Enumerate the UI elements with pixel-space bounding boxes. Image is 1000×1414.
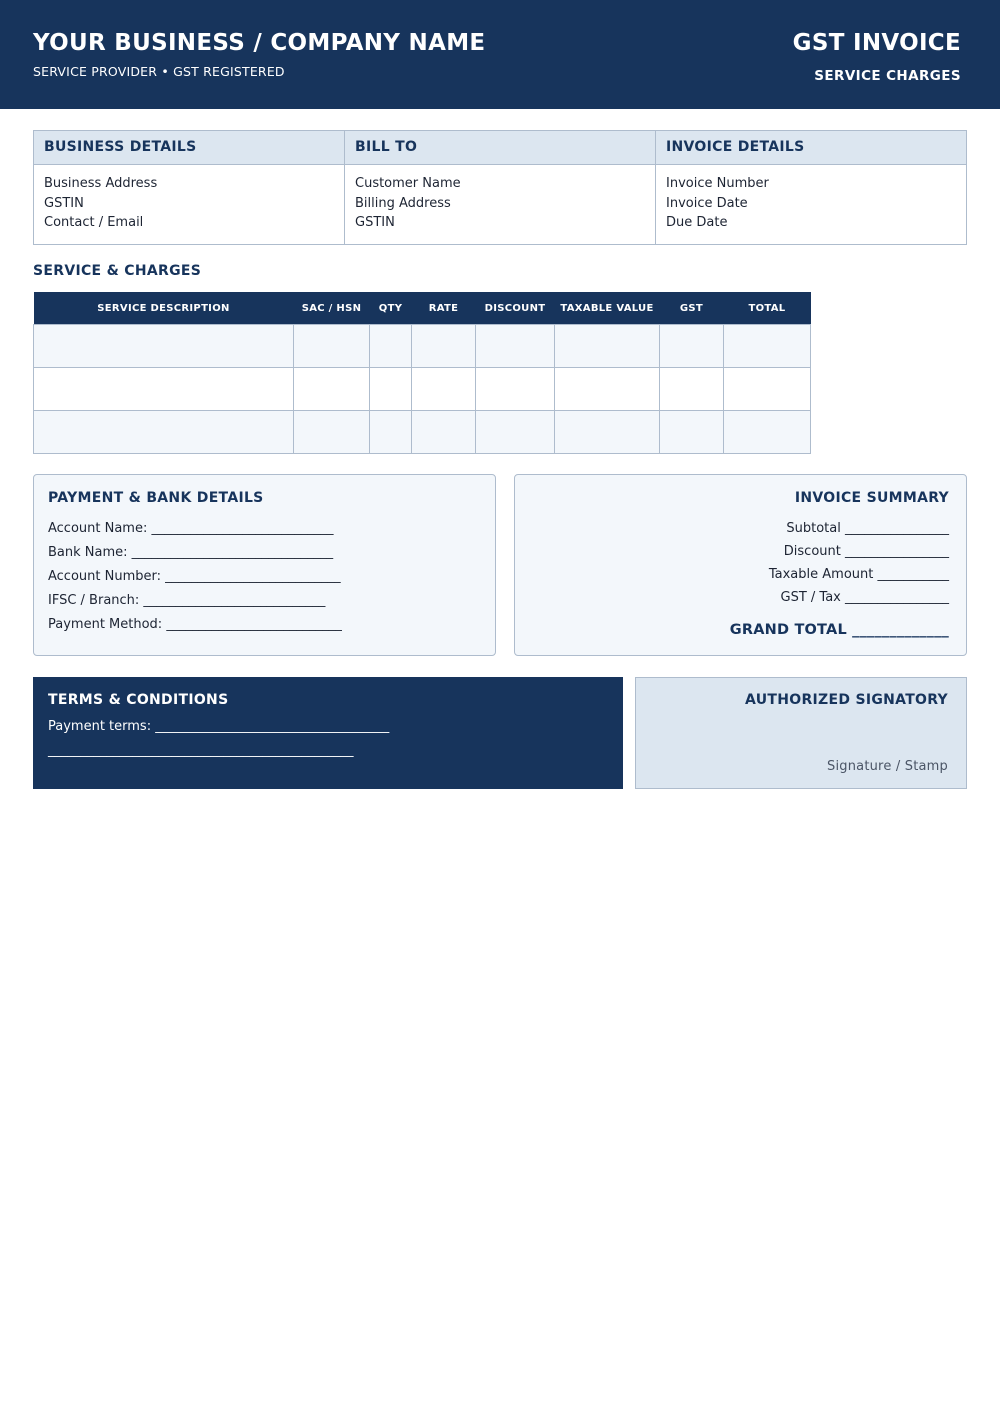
table-cell[interactable] (724, 325, 811, 368)
business-address-label: Business Address (44, 176, 158, 191)
invoice-details-column (656, 131, 966, 244)
account-number-field: Account Number: ___________________________ (48, 569, 341, 584)
column-header-rate: RATE (412, 292, 476, 325)
payment-bank-panel (33, 474, 496, 656)
invoice-date-label: Invoice Date (666, 195, 748, 211)
table-cell[interactable] (294, 368, 370, 411)
column-header-description: SERVICE DESCRIPTION (34, 292, 294, 325)
business-details-heading: BUSINESS DETAILS (34, 131, 344, 165)
info-grid (33, 130, 967, 245)
bank-name-field: Bank Name: _______________________________ (48, 545, 334, 560)
invoice-number-label: Invoice Number (666, 176, 769, 191)
bill-to-body (345, 165, 655, 242)
services-table-header (34, 292, 811, 325)
ifsc-branch-field: IFSC / Branch: ____________________________ (48, 593, 326, 608)
grand-total-line: GRAND TOTAL _____________ (729, 622, 949, 638)
company-name: YOUR BUSINESS / COMPANY NAME (33, 30, 486, 56)
table-cell[interactable] (34, 411, 294, 454)
table-cell[interactable] (294, 411, 370, 454)
document-subtitle: SERVICE CHARGES (814, 68, 961, 84)
table-cell[interactable] (294, 325, 370, 368)
table-cell[interactable] (34, 325, 294, 368)
invoice-details-heading: INVOICE DETAILS (656, 131, 966, 165)
column-header-qty: QTY (370, 292, 412, 325)
column-header-discount: DISCOUNT (476, 292, 555, 325)
taxable-amount-line: Taxable Amount ___________ (768, 567, 949, 582)
discount-line: Discount ________________ (783, 544, 949, 559)
payment-terms-line: Payment terms: ____________________________________ (48, 719, 390, 734)
column-header-gst: GST (660, 292, 724, 325)
table-cell[interactable] (660, 411, 724, 454)
bill-to-column (345, 131, 656, 244)
due-date-label: Due Date (666, 215, 728, 230)
invoice-details-body (656, 165, 966, 242)
terms-title: TERMS & CONDITIONS (48, 692, 229, 708)
company-tagline: SERVICE PROVIDER • GST REGISTERED (33, 64, 285, 79)
table-cell[interactable] (412, 368, 476, 411)
table-cell[interactable] (412, 411, 476, 454)
terms-panel (33, 677, 623, 789)
services-table (33, 292, 811, 454)
invoice-header (0, 0, 1000, 109)
table-cell[interactable] (476, 411, 555, 454)
table-row (34, 411, 811, 454)
table-cell[interactable] (555, 368, 660, 411)
table-cell[interactable] (724, 368, 811, 411)
column-header-total: TOTAL (724, 292, 811, 325)
payment-bank-title: PAYMENT & BANK DETAILS (48, 490, 264, 506)
table-cell[interactable] (660, 368, 724, 411)
business-gstin-label: GSTIN (44, 195, 84, 211)
subtotal-line: Subtotal ________________ (786, 521, 949, 536)
invoice-summary-title: INVOICE SUMMARY (794, 490, 949, 506)
table-row (34, 368, 811, 411)
customer-name-label: Customer Name (355, 176, 461, 191)
table-cell[interactable] (555, 325, 660, 368)
table-cell[interactable] (412, 325, 476, 368)
column-header-taxable-value: TAXABLE VALUE (555, 292, 660, 325)
gst-tax-line: GST / Tax ________________ (780, 590, 949, 605)
business-details-column (34, 131, 345, 244)
table-row (34, 325, 811, 368)
invoice-summary-panel (514, 474, 967, 656)
signatory-panel (635, 677, 967, 789)
business-details-body (34, 165, 344, 242)
signatory-title: AUTHORIZED SIGNATORY (745, 692, 948, 708)
services-section-title: SERVICE & CHARGES (33, 263, 202, 279)
table-cell[interactable] (660, 325, 724, 368)
signature-stamp-label: Signature / Stamp (827, 759, 948, 774)
business-contact-label: Contact / Email (44, 215, 144, 230)
table-cell[interactable] (370, 325, 412, 368)
terms-blank-line: _______________________________________________ (48, 743, 354, 758)
table-cell[interactable] (476, 368, 555, 411)
bill-to-heading: BILL TO (345, 131, 655, 165)
column-header-sac-hsn: SAC / HSN (294, 292, 370, 325)
table-cell[interactable] (34, 368, 294, 411)
table-cell[interactable] (370, 411, 412, 454)
billing-address-label: Billing Address (355, 195, 451, 211)
customer-gstin-label: GSTIN (355, 215, 395, 230)
table-cell[interactable] (555, 411, 660, 454)
table-cell[interactable] (476, 325, 555, 368)
document-title: GST INVOICE (792, 30, 961, 56)
account-name-field: Account Name: ____________________________ (48, 521, 334, 536)
table-cell[interactable] (370, 368, 412, 411)
table-cell[interactable] (724, 411, 811, 454)
payment-method-field: Payment Method: ___________________________ (48, 617, 342, 632)
